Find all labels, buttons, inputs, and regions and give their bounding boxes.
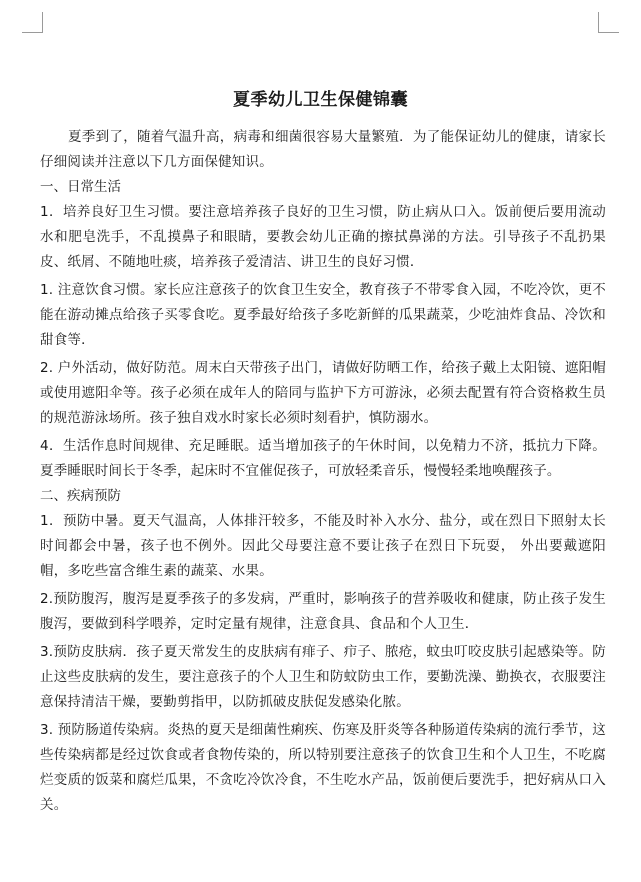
section-heading-disease-prevention: 二、疾病预防 [40,488,121,504]
document-body [40,125,606,818]
paragraph-diet-habits: 1. 注意饮食习惯。家长应注意孩子的饮食卫生安全，教育孩子不带零食入园，不吃冷饮，更不能在游动摊点给孩子买零食吃。夏季最好给孩子多吃新鲜的瓜果蔬菜，少吃油炸食品、冷饮和甜食等． [40,282,606,348]
paragraph-hygiene-habits: 1．培养良好卫生习惯。要注意培养孩子良好的卫生习惯，防止病从口入。饭前便后要用流动水和肥皂洗手，不乱摸鼻子和眼睛，要教会幼儿正确的擦拭鼻涕的方法。引导孩子不乱扔果皮、纸屑、不随地吐痰，培养孩子爱清洁、讲卫生的良好习惯． [40,204,606,270]
paragraph-sleep-schedule: 4．生活作息时间规律、充足睡眠。适当增加孩子的午休时间，以免精力不济，抵抗力下降。夏季睡眠时间长于冬季，起床时不宜催促孩子，可放轻柔音乐，慢慢轻柔地唤醒孩子。 [40,438,606,479]
paragraph-intestinal-disease: 3. 预防肠道传染病。炎热的夏天是细菌性痢疾、伤寒及肝炎等各种肠道传染病的流行季节，这些传染病都是经过饮食或者食物传染的，所以特别要注意孩子的饮食卫生和个人卫生，不吃腐烂变质的饭菜和腐烂瓜果，不贪吃冷饮冷食，不生吃水产品，饭前便后要洗手，把好病从口入关。 [40,722,606,813]
page-corner-mark-top-right [598,12,619,33]
paragraph-skin-disease: 3.预防皮肤病．孩子夏天常发生的皮肤病有痱子、疖子、脓疮，蚊虫叮咬皮肤引起感染等。防止这些皮肤病的发生，要注意孩子的个人卫生和防蚊防虫工作，要勤洗澡、勤换衣，衣服要注意保持清洁干燥，要勤剪指甲，以防抓破皮肤促发感染化脓。 [40,644,606,710]
document-title: 夏季幼儿卫生保健锦囊 [233,90,408,110]
paragraph-outdoor-activity: 2. 户外活动，做好防范。周末白天带孩子出门，请做好防晒工作，给孩子戴上太阳镜、遮阳帽或使用遮阳伞等。孩子必须在成年人的陪同与监护下方可游泳，必须去配置有符合资格救生员的规范游泳场所。孩子独自戏水时家长必须时刻看护，慎防溺水。 [40,360,606,426]
section-heading-daily-life: 一、日常生活 [40,179,121,195]
intro-paragraph: 夏季到了，随着气温升高，病毒和细菌很容易大量繁殖．为了能保证幼儿的健康，请家长仔细阅读并注意以下几方面保健知识。 [40,129,606,170]
paragraph-heatstroke: 1．预防中暑。夏天气温高，人体排汗较多，不能及时补入水分、盐分，或在烈日下照射太长时间都会中暑，孩子也不例外。因此父母要注意不要让孩子在烈日下玩耍， 外出要戴遮阳帽，多吃些富含维生素的蔬菜、水果。 [40,513,606,579]
paragraph-diarrhea: 2.预防腹泻，腹泻是夏季孩子的多发病，严重时，影响孩子的营养吸收和健康，防止孩子发生腹泻，要做到科学喂养，定时定量有规律，注意食具、食品和个人卫生． [40,591,606,632]
page-corner-mark-top-left [22,12,43,33]
